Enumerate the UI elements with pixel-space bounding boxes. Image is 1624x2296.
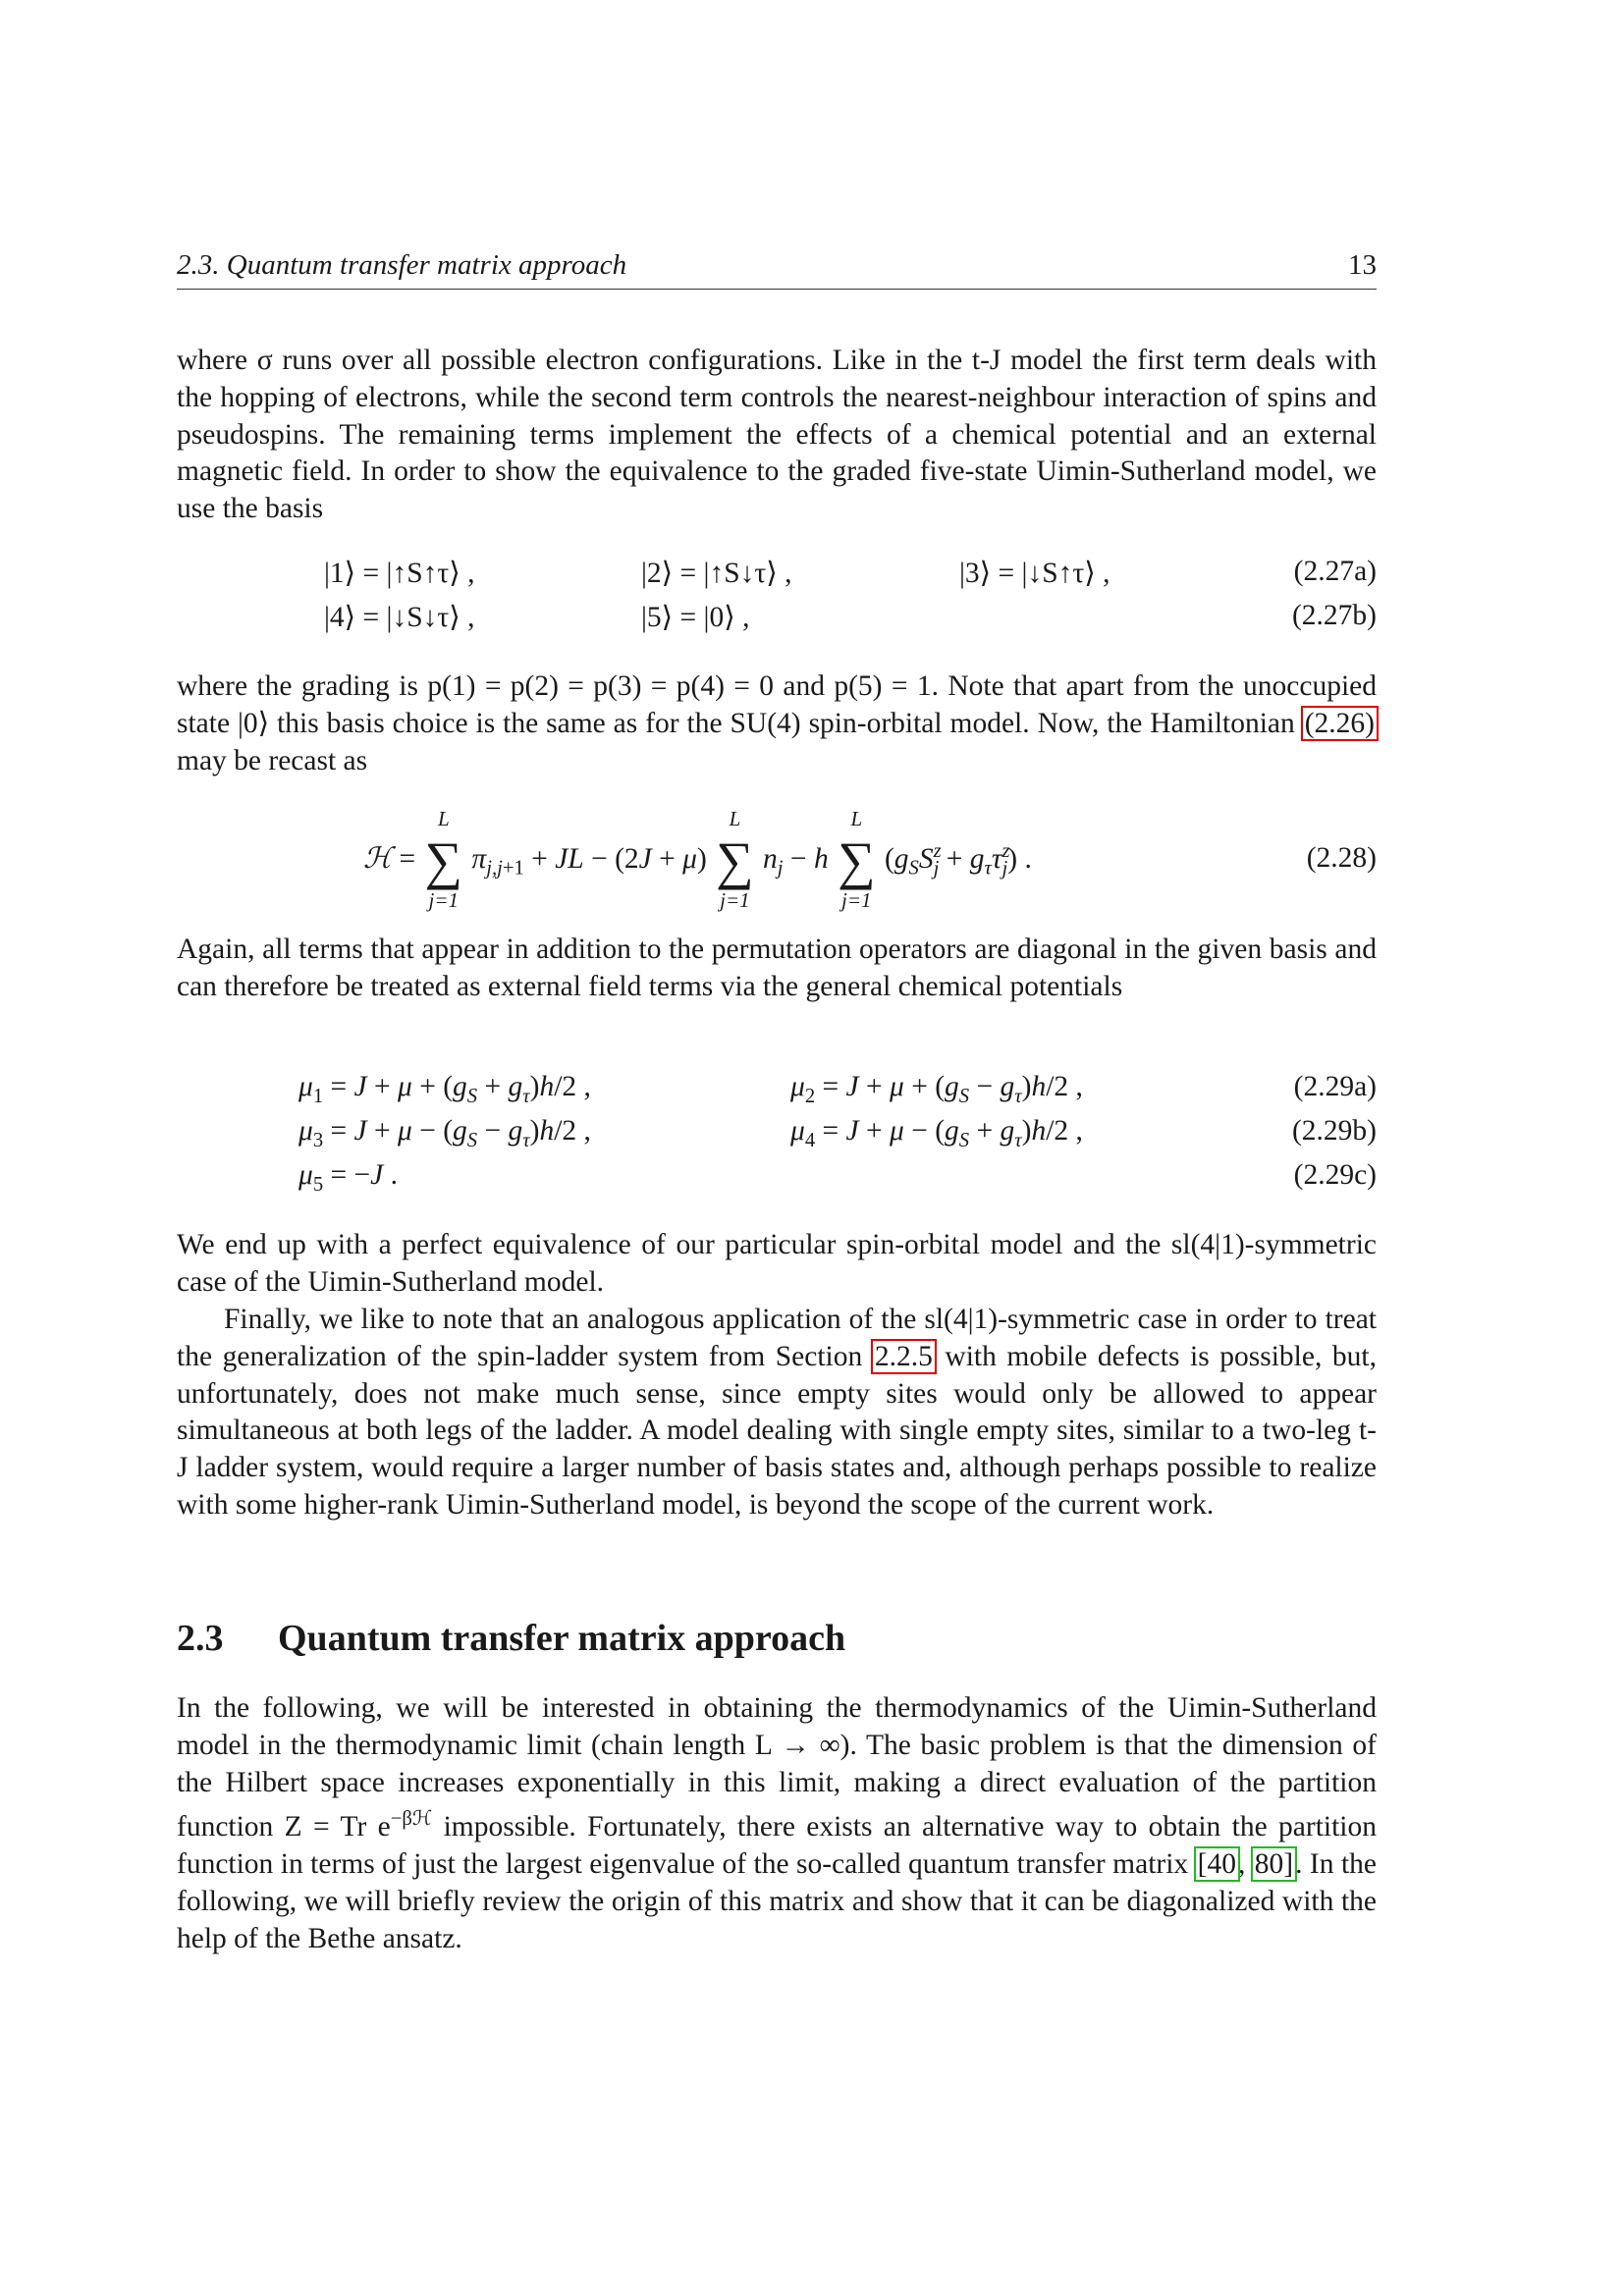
sum-symbol: ∑ L j=1 [716, 807, 754, 912]
equation-number: (2.29a) [1293, 1071, 1377, 1102]
sum-symbol: ∑ L j=1 [424, 807, 463, 912]
section-title: Quantum transfer matrix approach [278, 1618, 846, 1659]
sum-symbol: ∑ L j=1 [838, 807, 876, 912]
equation-number: (2.27a) [1293, 556, 1377, 587]
running-title: 2.3. Quantum transfer matrix approach [177, 249, 627, 281]
hamiltonian-formula: ℋ = ∑ L j=1 $\pi_{j,j+1}$ + JL − (2J + μ) ∑ L j=1 $n_j - h$ ∑ L j=1 $(g_SS^z_j + g_\tau\tau^z_j)$ . [363, 807, 1032, 912]
citation-link-80[interactable]: 80] [1254, 1848, 1294, 1881]
paragraph-grading: where the grading is p(1) = p(2) = p(3) = p(4) = 0 and p(5) = 1. Note that apart from the unoccupied state |0⟩ this basis choice is the same as for the SU(4) spin-orbital model. Now, the Hamiltonian (2.26) may be recast as [177, 670, 1377, 776]
equation-2-27b [177, 600, 1377, 639]
paragraph-qtm-intro: In the following, we will be interested in obtaining the thermodynamics of the Uimin-Sutherland model in the thermodynamic limit (chain length L → ∞). The basic problem is that the dimension of the Hilbert space increases exponentially in this limit, making a direct evaluation of the partition function Z = Tr $e^{-\beta ℋ}$ impossible. Fortunately, there exists an alternative way to obtain the partition function in terms of just the largest eigenvalue of the so-called quantum transfer matrix [40, 80]. In the following, we will briefly review the origin of this matrix and show that it can be diagonalized with the help of the Bethe ansatz. [177, 1692, 1377, 1954]
eq-state-3: |3⟩ = |↓S↑τ⟩ , [959, 558, 1110, 589]
mu4-formula: $\mu_4 = J + \mu - (g_S + g_\tau)h/2$ , [790, 1115, 1083, 1151]
equation-2-27a [177, 556, 1377, 595]
equation-reference-link[interactable]: (2.26) [1304, 707, 1375, 739]
paragraph-chemical-potentials: Again, all terms that appear in addition to the permutation operators are diagonal in the given basis and can therefore be treated as external field terms via the general chemical potentials [177, 934, 1377, 1002]
section-reference-link[interactable]: 2.2.5 [874, 1340, 933, 1372]
equation-2-28 [177, 807, 1377, 912]
equation-2-29b [177, 1115, 1377, 1154]
eq-state-2: |2⟩ = |↑S↓τ⟩ , [641, 558, 792, 589]
paragraph-equivalence: We end up with a perfect equivalence of our particular spin-orbital model and the sl(4|1)-symmetric case of the Uimin-Sutherland model. [177, 1229, 1377, 1298]
mu3-formula: $\mu_3 = J + \mu - (g_S - g_\tau)h/2$ , [298, 1115, 591, 1151]
section-number: 2.3 [177, 1618, 224, 1659]
equation-number: (2.29c) [1293, 1159, 1377, 1191]
eq-state-5: |5⟩ = |0⟩ , [641, 602, 750, 633]
equation-number: (2.29b) [1291, 1115, 1377, 1147]
eq-state-4: |4⟩ = |↓S↓τ⟩ , [324, 602, 475, 633]
equation-2-29c [177, 1159, 1377, 1199]
equation-number: (2.27b) [1291, 600, 1377, 631]
mu1-formula: $\mu_1 = J + \mu + (g_S + g_\tau)h/2$ , [298, 1071, 591, 1107]
page-number: 13 [1348, 249, 1377, 281]
citation-link-40[interactable]: [40 [1197, 1848, 1236, 1881]
running-header [177, 249, 1377, 290]
paragraph-basis-intro: where σ runs over all possible electron configurations. Like in the t-J model the first term deals with the hopping of electrons, while the second term controls the nearest-neighbour interaction of spins and pseudospins. The remaining terms implement the effects of a chemical potential and an external magnetic field. In order to show the equivalence to the graded five-state Uimin-Sutherland model, we use the basis [177, 345, 1377, 525]
equation-number: (2.28) [1306, 842, 1377, 874]
eq-state-1: |1⟩ = |↑S↑τ⟩ , [324, 558, 475, 589]
mu5-formula: $\mu_5 = -J$ . [298, 1159, 399, 1196]
equation-2-29a [177, 1071, 1377, 1110]
mu2-formula: $\mu_2 = J + \mu + (g_S - g_\tau)h/2$ , [790, 1071, 1083, 1107]
paragraph-spin-ladder: Finally, we like to note that an analogous application of the sl(4|1)-symmetric case in order to treat the generalization of the spin-ladder system from Section 2.2.5 with mobile defects is possible, but, unfortunately, does not make much sense, since empty sites would only be allowed to appear simultaneous at both legs of the ladder. A model dealing with single empty sites, similar to a two-leg t-J ladder system, would require a larger number of basis states and, although perhaps possible to realize with some higher-rank Uimin-Sutherland model, is beyond the scope of the current work. [177, 1304, 1377, 1521]
